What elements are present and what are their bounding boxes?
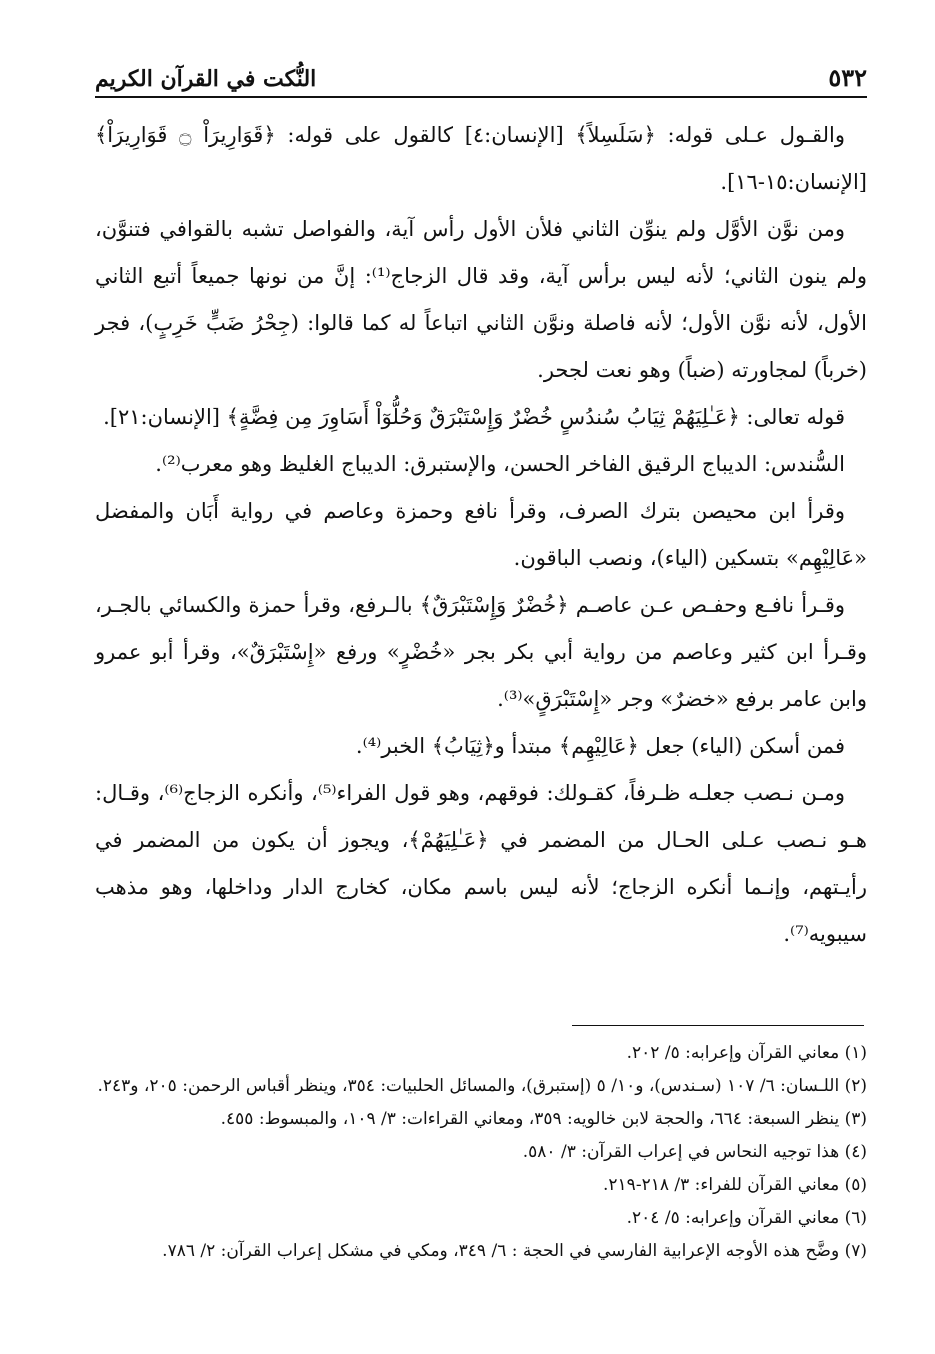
footnote-separator: [572, 1025, 864, 1026]
running-title: النُّكت في القرآن الكريم: [95, 66, 317, 92]
paragraph-2: ومن نوَّن الأوَّل ولم ينوِّن الثاني فلأن الأول رأس آية، والفواصل تشبه بالقوافي فتنوَّن، ولم ينون الثاني؛ لأنه ليس برأس آية، وقد قال الزجاج⁽¹⁾: إنَّ من نونها جميعاً أتبع الثاني الأول، لأنه نوَّن الأول؛ لأنه فاصلة ونوَّن الثاني اتباعاً له كما قالوا: (جِحْرُ ضَبٍّ خَرِبٍ)، فجر (خرباً) لمجاورته (ضباً) وهو نعت لجحر.: [95, 217, 868, 382]
footnote-3: (٣) ينظر السبعة: ٦٦٤، والحجة لابن خالويه: ٣٥٩، ومعاني القراءات: ٣/ ١٠٩، والمبسوط: ٤٥٥.: [220, 1109, 867, 1129]
footnote-2: (٢) اللـسان: ٦/ ١٠٧ (سـندس)، و١٠/ ٥ (إستبرق)، والمسائل الحلبيات: ٣٥٤، وينظر أقباس الرحمن: ٢٠٥، و٢٤٣.: [97, 1076, 867, 1096]
paragraph-8: ومـن نـصب جعلـه ظـرفاً، كقـولك: فوقهم، وهو قول الفراء⁽⁵⁾، وأنكره الزجاج⁽⁶⁾، وقـال: هـو نـصب عـلى الحـال من المضمر في ﴿عَـٰلِيَهُمْ﴾، ويجوز أن يكون من المضمر في رأيـتهم، وإنـما أنكره الزجاج؛ لأنه ليس باسم مكان، كخارج الدار وداخلها، وهو مذهب سيبويه⁽⁷⁾.: [95, 781, 867, 946]
page-number: ٥٣٢: [828, 63, 867, 92]
paragraph-6: وقـرأ نافـع وحفـص عـن عاصـم ﴿خُضْرٌ وَإِسْتَبْرَقٌ﴾ بالـرفع، وقرأ حمزة والكسائي بالجـر، وقـرأ ابن كثير وعاصم من رواية أبي بكر بجر «خُضْرٍ» ورفع «إِسْتَبْرَقٌ»، وقرأ أبو عمرو وابن عامر برفع «خضرٌ» وجر «إِسْتَبْرَقٍ»⁽³⁾.: [95, 593, 867, 711]
paragraph-4: السُّندس: الديباج الرقيق الفاخر الحسن، والإستبرق: الديباج الغليظ وهو معرب⁽²⁾.: [155, 452, 845, 476]
main-text: [95, 112, 867, 958]
paragraph-5: وقرأ ابن محيصن بترك الصرف، وقرأ نافع وحمزة وعاصم في رواية أَبَان والمفضل «عَالِيْهِم» بتسكين (الياء)، ونصب الباقون.: [95, 499, 867, 570]
paragraph-3: قوله تعالى: ﴿عَـٰلِيَهُمْ ثِيَابُ سُندُسٍ خُضْرٌ وَإِسْتَبْرَقٌ وَحُلُّوٓاْ أَسَاوِرَ مِن فِضَّةٍ﴾ [الإنسان:٢١].: [103, 405, 845, 429]
page-header: [95, 52, 867, 98]
footnotes: [95, 1037, 867, 1268]
paragraph-1: والقـول عـلى قوله: ﴿سَلَسِلاً﴾ [الإنسان:٤] كالقول على قوله: ﴿قَوَارِيرَاْ ۝ قَوَارِيرَاْ﴾ [الإنسان:١٥-١٦].: [95, 123, 867, 194]
footnote-1: (١) معاني القرآن وإعرابه: ٥/ ٢٠٢.: [626, 1043, 867, 1063]
footnote-4: (٤) هذا توجيه النحاس في إعراب القرآن: ٣/ ٥٨٠.: [522, 1142, 867, 1162]
footnote-6: (٦) معاني القرآن وإعرابه: ٥/ ٢٠٤.: [626, 1208, 867, 1228]
footnote-7: (٧) وضَّح هذه الأوجه الإعرابية الفارسي في الحجة : ٦/ ٣٤٩، ومكي في مشكل إعراب القرآن: ٢/ ٧٨٦.: [162, 1241, 867, 1261]
paragraph-7: فمن أسكن (الياء) جعل ﴿عَالِيْهِم﴾ مبتدأ و﴿ثِيَابُ﴾ الخبر⁽⁴⁾.: [355, 734, 845, 758]
footnote-5: (٥) معاني القرآن للفراء: ٣/ ٢١٨-٢١٩.: [603, 1175, 867, 1195]
